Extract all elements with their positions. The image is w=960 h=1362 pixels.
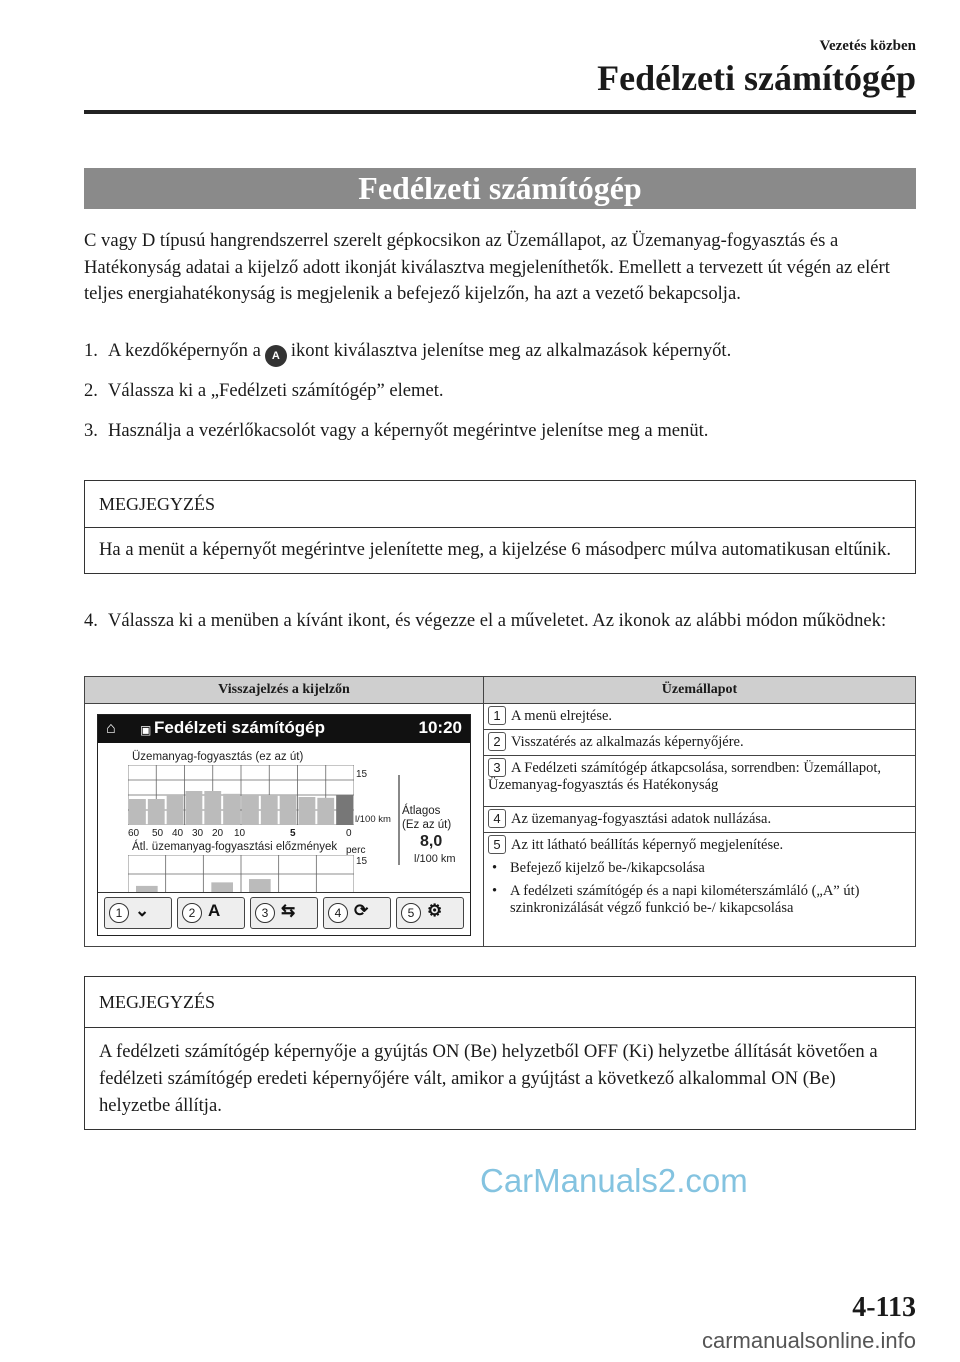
reset-icon: ⟳ (354, 901, 369, 920)
table-header-display: Visszajelzés a kijelzőn (85, 677, 484, 704)
bullet-item: • Befejező kijelző be-/kikapcsolása (488, 860, 911, 877)
page-number: 4-113 (852, 1292, 916, 1323)
chevron-down-icon: ⌄ (135, 901, 150, 920)
divider (398, 775, 400, 865)
menu-button-5[interactable] (396, 897, 464, 929)
screen-cell (85, 704, 484, 947)
app-icon: A (208, 901, 221, 920)
avg-unit: l/100 km (414, 853, 456, 865)
avg-value: 8,0 (420, 833, 443, 850)
fuel-bar (204, 791, 221, 825)
step-text: Válassza ki a menüben a kívánt ikont, és végezze el a műveletet. Az ikonok az alábbi módon működnek: (108, 610, 887, 631)
x-tick-label: 30 (192, 828, 204, 839)
avg-label-2: (Ez az út) (402, 819, 452, 831)
screen-title: Fedélzeti számítógép (154, 718, 325, 737)
header-rule (84, 110, 916, 114)
callout-number: 2 (488, 732, 506, 751)
app-badge-icon: ▣ (140, 723, 152, 737)
note-title: MEGJEGYZÉS (85, 977, 915, 1028)
note-box-1 (84, 480, 916, 574)
onboard-computer-screen (97, 714, 471, 936)
step-4 (84, 608, 916, 635)
row-text: Az itt látható beállítás képernyő megjelenítése. (511, 837, 784, 854)
x-tick-label: 40 (172, 828, 184, 839)
x-tick-label: 20 (212, 828, 224, 839)
x-tick-label: 50 (152, 828, 164, 839)
note-body: Ha a menüt a képernyőt megérintve jelenítette meg, a kijelzése 6 másodperc múlva automatikusan eltűnik. (99, 539, 892, 560)
callout-number: 1 (488, 706, 506, 725)
x-tick-label: 10 (234, 828, 246, 839)
note-box-2 (84, 976, 916, 1130)
fuel-bar (167, 795, 184, 825)
table-row (484, 833, 916, 947)
fuel-bar (129, 799, 146, 825)
chart1-ymax: 15 (356, 769, 368, 780)
section-banner: Fedélzeti számítógép (84, 168, 916, 209)
fuel-bar (336, 795, 353, 825)
bullet-item: • A fedélzeti számítógép és a napi kilométerszámláló („A” út) szinkronizálását végző funkció be-/ kikapcsolása (488, 883, 911, 917)
fuel-chart-history (128, 855, 354, 893)
row-text: A Fedélzeti számítógép átkapcsolása, sorrendben: Üzemállapot, Üzemanyag-fogyasztás és Hatékonyság (488, 760, 882, 793)
row-text: Visszatérés az alkalmazás képernyőjére. (511, 734, 744, 750)
section-label: Vezetés közben (819, 38, 916, 54)
chart1-unit: l/100 km (355, 814, 391, 825)
step-2 (84, 378, 916, 405)
chart2-ymax: 15 (356, 856, 368, 867)
home-icon[interactable]: ⌂ (106, 720, 116, 737)
step-number: 1. (84, 340, 98, 361)
step-number: 4. (84, 610, 98, 631)
x-tick-label: 5 (290, 828, 296, 839)
history-bar (249, 879, 271, 893)
step-text-before: A kezdőképernyőn a (108, 340, 261, 361)
menu-button-1[interactable] (104, 897, 172, 929)
operations-table (84, 676, 916, 947)
callout-number: 3 (488, 758, 506, 777)
menu-button-2[interactable] (177, 897, 245, 929)
step-text: Válassza ki a „Fedélzeti számítógép” elemet. (108, 380, 444, 401)
x-tick-label: 0 perc (346, 828, 366, 856)
intro-paragraph: C vagy D típusú hangrendszerrel szerelt gépkocsikon az Üzemállapot, az Üzemanyag-fogyasztás és a Hatékonyság adatai a kijelző adott ikonját kiválasztva megjeleníthetők. Emellett a tervezett út végén az elért teljes energiahatékonyság is megjelenik a befejező kijelzőn, ha azt a vezető bekapcsolja. (84, 230, 890, 304)
table-row (484, 730, 916, 756)
menu-button-3[interactable] (250, 897, 318, 929)
fuel-bar (299, 797, 316, 825)
menu-button-4[interactable] (323, 897, 391, 929)
fuel-bar (223, 794, 240, 825)
table-row (484, 756, 916, 807)
fuel-bar (280, 796, 297, 825)
chart1-label: Üzemanyag-fogyasztás (ez az út) (132, 751, 304, 763)
button-number: 1 (109, 903, 129, 923)
callout-number: 5 (488, 835, 506, 854)
fuel-bar (261, 795, 278, 825)
page-title: Fedélzeti számítógép (597, 58, 916, 98)
switch-icon: ⇆ (281, 901, 296, 920)
fuel-bar (186, 791, 203, 825)
fuel-bar (148, 799, 165, 825)
button-number: 3 (255, 903, 275, 923)
table-row (484, 704, 916, 730)
button-number: 2 (182, 903, 202, 923)
note-body: A fedélzeti számítógép képernyője a gyújtás ON (Be) helyzetből OFF (Ki) helyzetbe állítását követően a fedélzeti számítógép eredeti képernyőjére vált, amikor a gyújtást a következő alkalommal ON (Be) helyzetbe állítja. (99, 1041, 878, 1116)
row-text: Az üzemanyag-fogyasztási adatok nullázása. (511, 811, 772, 828)
button-number: 5 (401, 903, 421, 923)
step-number: 3. (84, 420, 98, 441)
fuel-chart-trip (128, 765, 354, 825)
screen-clock: 10:20 (418, 718, 462, 737)
table-header-status: Üzemállapot (484, 677, 916, 704)
row-text: A menü elrejtése. (511, 708, 613, 724)
footer-site: carmanualsonline.info (701, 1328, 916, 1353)
screen-title-bar (98, 715, 470, 743)
menu-bar (98, 892, 470, 935)
step-number: 2. (84, 380, 98, 401)
table-row (484, 807, 916, 833)
step-3 (84, 418, 916, 445)
apps-icon: A (265, 345, 287, 367)
fuel-bar (317, 798, 334, 825)
note-title: MEGJEGYZÉS (85, 481, 915, 528)
fuel-bar (242, 795, 259, 825)
callout-number: 4 (488, 809, 506, 828)
step-text-after: ikont kiválasztva jelenítse meg az alkalmazások képernyőt. (290, 340, 732, 361)
button-number: 4 (328, 903, 348, 923)
chart2-label: Átl. üzemanyag-fogyasztási előzmények (132, 841, 338, 853)
gear-icon: ⚙ (427, 901, 443, 920)
x-tick-label: 60 (128, 828, 140, 839)
watermark-logo: CarManuals2.com (480, 1162, 748, 1199)
step-1 (84, 338, 916, 367)
step-text: Használja a vezérlőkacsolót vagy a képernyőt megérintve jelenítse meg a menüt. (108, 420, 709, 441)
avg-label-1: Átlagos (402, 805, 441, 817)
